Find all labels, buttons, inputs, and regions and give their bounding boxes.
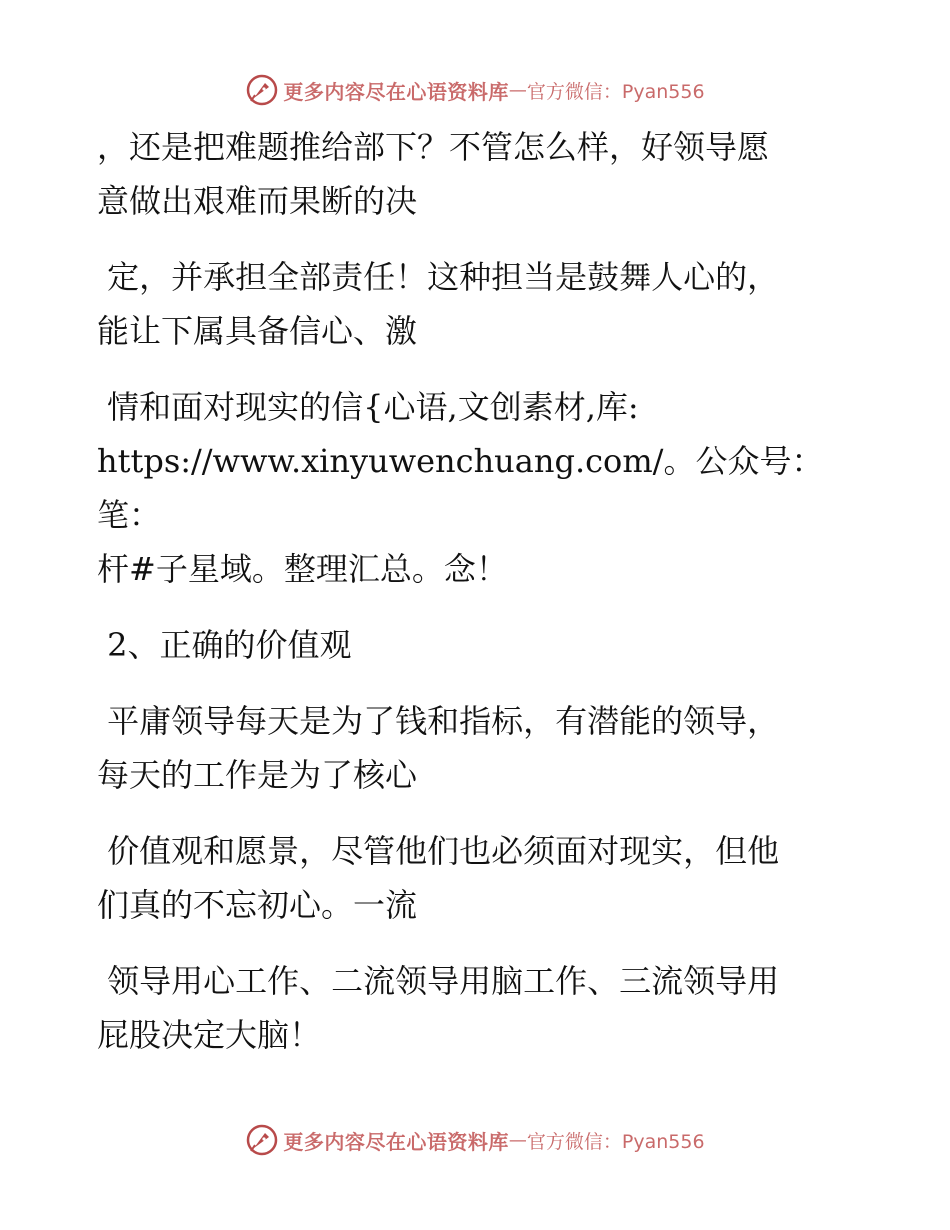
document-body bbox=[97, 120, 857, 1062]
paragraph-2: 定，并承担全部责任！这种担当是鼓舞人心的， 能让下属具备信心、激 bbox=[97, 258, 780, 350]
header-wechat-text: 官方微信：Pyan556 bbox=[526, 80, 705, 103]
paragraph-4: 平庸领导每天是为了钱和指标，有潜能的领导， 每天的工作是为了核心 bbox=[97, 702, 780, 794]
paragraph-1: ，还是把难题推给部下？不管怎么样，好领导愿 意做出艰难而果断的决 bbox=[97, 128, 770, 220]
footer-main-text: 更多内容尽在心语资料库 bbox=[283, 1129, 509, 1154]
header-separator: — bbox=[508, 79, 527, 101]
pen-nib-circle-icon bbox=[245, 73, 279, 107]
footer-separator: — bbox=[508, 1129, 527, 1151]
section-heading: 2、正确的价值观 bbox=[97, 626, 352, 664]
paragraph-3: 情和面对现实的信{心语,文创素材,库: https://www.xinyuwenchuang.com/。公众号：笔： 杆#子星域。整理汇总。念！ bbox=[97, 388, 824, 588]
footer-banner bbox=[0, 1120, 950, 1160]
header-main-text: 更多内容尽在心语资料库 bbox=[283, 79, 509, 104]
paragraph-6: 领导用心工作、二流领导用脑工作、三流领导用 屁股决定大脑！ bbox=[97, 962, 780, 1054]
pen-nib-circle-icon bbox=[245, 1123, 279, 1157]
header-banner bbox=[0, 70, 950, 110]
paragraph-5: 价值观和愿景，尽管他们也必须面对现实，但他 们真的不忘初心。一流 bbox=[97, 832, 780, 924]
footer-wechat-text: 官方微信：Pyan556 bbox=[526, 1130, 705, 1153]
